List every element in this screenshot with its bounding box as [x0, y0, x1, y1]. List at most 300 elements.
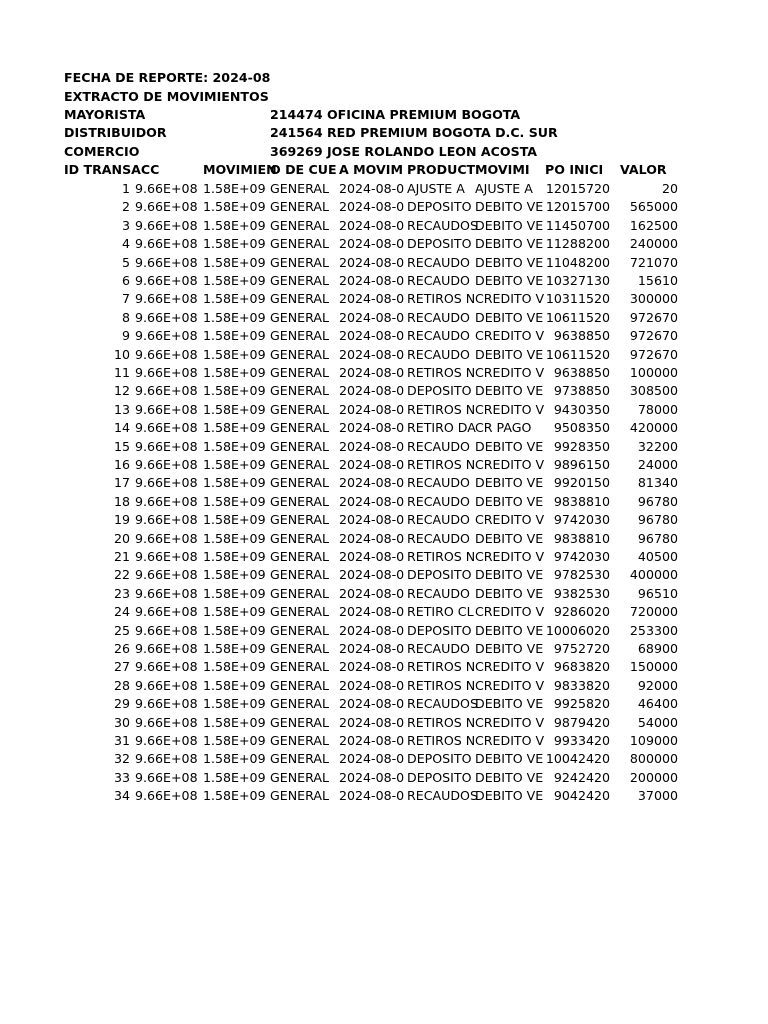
mayorista-label: MAYORISTA — [64, 107, 146, 122]
transaction-id-cell: 9.66E+08 — [135, 383, 198, 399]
value-cell: 200000 — [629, 769, 678, 785]
movement-id-cell: 1.58E+09 — [203, 530, 266, 546]
initial-balance-cell: 10006020 — [545, 622, 610, 638]
table-row — [0, 658, 768, 676]
row-number-cell: 27 — [113, 659, 130, 675]
row-number-cell: 16 — [113, 457, 130, 472]
product-cell: RETIROS N — [407, 733, 476, 748]
movement-type-cell: DEBITO VE — [475, 217, 544, 233]
row-number-cell: 9 — [121, 328, 130, 344]
initial-balance-cell: 9928350 — [553, 438, 610, 454]
movement-id-cell: 1.58E+09 — [203, 475, 266, 491]
value-cell: 400000 — [629, 567, 678, 583]
product-cell: RECAUDO — [407, 493, 470, 509]
account-type-cell: GENERAL — [270, 567, 329, 583]
transaction-id-cell: 9.66E+08 — [135, 217, 198, 233]
movement-type-cell: CREDITO V — [475, 549, 545, 564]
movement-type-cell: CREDITO V — [475, 457, 545, 472]
row-number-cell: 32 — [113, 751, 130, 767]
row-number-cell: 20 — [113, 530, 130, 546]
initial-balance-cell: 9933420 — [553, 733, 610, 748]
value-cell: 972670 — [629, 309, 678, 325]
movement-date-cell: 2024-08-0 — [339, 567, 405, 583]
report-date-row — [0, 69, 768, 87]
movement-id-cell: 1.58E+09 — [203, 751, 266, 767]
transaction-id-cell: 9.66E+08 — [135, 291, 198, 307]
account-type-cell: GENERAL — [270, 383, 329, 399]
row-number-cell: 21 — [113, 549, 130, 564]
movement-id-cell: 1.58E+09 — [203, 677, 266, 693]
movement-id-cell: 1.58E+09 — [203, 769, 266, 785]
initial-balance-cell: 11048200 — [545, 254, 610, 270]
movement-date-cell: 2024-08-0 — [339, 659, 405, 675]
movement-type-cell: DEBITO VE — [475, 696, 544, 712]
mayorista-value: 214474 OFICINA PREMIUM BOGOTA — [270, 107, 521, 122]
movement-id-cell: 1.58E+09 — [203, 401, 266, 417]
transaction-id-cell: 9.66E+08 — [135, 622, 198, 638]
movement-id-cell: 1.58E+09 — [203, 346, 266, 362]
value-cell: 46400 — [637, 696, 678, 712]
account-type-cell: GENERAL — [270, 493, 329, 509]
account-type-cell: GENERAL — [270, 457, 329, 472]
movement-id-cell: 1.58E+09 — [203, 733, 266, 748]
initial-balance-cell: 11288200 — [545, 236, 610, 252]
movement-date-cell: 2024-08-0 — [339, 475, 405, 491]
product-cell: RECAUDO — [407, 328, 470, 344]
movement-id-cell: 1.58E+09 — [203, 696, 266, 712]
transaction-id-cell: 9.66E+08 — [135, 696, 198, 712]
movement-date-cell: 2024-08-0 — [339, 254, 405, 270]
movement-date-cell: 2024-08-0 — [339, 457, 405, 472]
row-number-cell: 2 — [121, 199, 130, 215]
initial-balance-cell: 10327130 — [545, 273, 610, 288]
product-cell: RECAUDOS — [407, 696, 478, 712]
movement-type-cell: CR PAGO — [475, 420, 532, 436]
account-type-cell: GENERAL — [270, 659, 329, 675]
movement-type-cell: DEBITO VE — [475, 788, 544, 804]
table-row — [0, 198, 768, 216]
table-row — [0, 474, 768, 492]
value-cell: 81340 — [637, 475, 678, 491]
movement-id-cell: 1.58E+09 — [203, 273, 266, 288]
table-row — [0, 530, 768, 548]
product-cell: DEPOSITO — [407, 769, 472, 785]
product-cell: RECAUDOS — [407, 217, 478, 233]
account-type-cell: GENERAL — [270, 328, 329, 344]
statement-title: EXTRACTO DE MOVIMIENTOS — [64, 89, 269, 104]
row-number-cell: 18 — [113, 493, 130, 509]
transaction-id-cell: 9.66E+08 — [135, 438, 198, 454]
initial-balance-cell: 9838810 — [553, 493, 610, 509]
row-number-cell: 26 — [113, 641, 130, 656]
row-number-cell: 7 — [121, 291, 130, 307]
movement-date-cell: 2024-08-0 — [339, 328, 405, 344]
row-number-cell: 19 — [113, 512, 130, 528]
account-type-cell: GENERAL — [270, 236, 329, 252]
movement-id-cell: 1.58E+09 — [203, 493, 266, 509]
movement-id-cell: 1.58E+09 — [203, 236, 266, 252]
distribuidor-row — [0, 124, 768, 142]
transaction-id-cell: 9.66E+08 — [135, 236, 198, 252]
value-cell: 300000 — [629, 291, 678, 307]
movement-date-cell: 2024-08-0 — [339, 549, 405, 564]
value-cell: 972670 — [629, 328, 678, 344]
value-cell: 20 — [661, 181, 678, 196]
product-cell: AJUSTE A — [407, 181, 465, 196]
initial-balance-cell: 9242420 — [553, 769, 610, 785]
movement-type-cell: DEBITO VE — [475, 199, 544, 215]
table-row — [0, 327, 768, 345]
movement-id-cell: 1.58E+09 — [203, 328, 266, 344]
movement-id-cell: 1.58E+09 — [203, 567, 266, 583]
initial-balance-cell: 9738850 — [553, 383, 610, 399]
account-type-cell: GENERAL — [270, 641, 329, 656]
account-type-cell: GENERAL — [270, 530, 329, 546]
movement-date-cell: 2024-08-0 — [339, 273, 405, 288]
movement-type-cell: DEBITO VE — [475, 585, 544, 601]
row-number-cell: 11 — [113, 365, 130, 380]
value-cell: 37000 — [637, 788, 678, 804]
movement-type-cell: DEBITO VE — [475, 236, 544, 252]
movement-type-cell: DEBITO VE — [475, 475, 544, 491]
movement-id-cell: 1.58E+09 — [203, 512, 266, 528]
row-number-cell: 28 — [113, 677, 130, 693]
value-cell: 15610 — [637, 273, 678, 288]
value-cell: 96510 — [637, 585, 678, 601]
movement-date-cell: 2024-08-0 — [339, 751, 405, 767]
table-row — [0, 750, 768, 768]
account-type-cell: GENERAL — [270, 604, 329, 620]
row-number-cell: 5 — [121, 254, 130, 270]
row-number-cell: 17 — [113, 475, 130, 491]
movement-date-cell: 2024-08-0 — [339, 199, 405, 215]
initial-balance-cell: 9286020 — [553, 604, 610, 620]
initial-balance-cell: 10611520 — [545, 309, 610, 325]
movement-date-cell: 2024-08-0 — [339, 383, 405, 399]
report-date-label: FECHA DE REPORTE: 2024-08 — [64, 70, 271, 85]
initial-balance-cell: 9638850 — [553, 328, 610, 344]
mayorista-row — [0, 106, 768, 124]
table-row — [0, 622, 768, 640]
transaction-id-cell: 9.66E+08 — [135, 328, 198, 344]
transaction-id-cell: 9.66E+08 — [135, 309, 198, 325]
movement-id-cell: 1.58E+09 — [203, 217, 266, 233]
movement-date-cell: 2024-08-0 — [339, 438, 405, 454]
product-cell: RECAUDO — [407, 346, 470, 362]
value-cell: 972670 — [629, 346, 678, 362]
transaction-id-cell: 9.66E+08 — [135, 751, 198, 767]
table-row — [0, 346, 768, 364]
statement-title-row — [0, 88, 768, 106]
row-number-cell: 3 — [121, 217, 130, 233]
column-header-id-transaccion: ID TRANSACC — [64, 162, 160, 177]
row-number-cell: 10 — [113, 346, 130, 362]
account-type-cell: GENERAL — [270, 677, 329, 693]
table-row — [0, 309, 768, 327]
account-type-cell: GENERAL — [270, 751, 329, 767]
table-row — [0, 585, 768, 603]
table-row — [0, 787, 768, 805]
value-cell: 24000 — [637, 457, 678, 472]
product-cell: RECAUDO — [407, 309, 470, 325]
row-number-cell: 15 — [113, 438, 130, 454]
value-cell: 100000 — [629, 365, 678, 380]
account-type-cell: GENERAL — [270, 769, 329, 785]
table-row — [0, 290, 768, 308]
account-type-cell: GENERAL — [270, 401, 329, 417]
transaction-id-cell: 9.66E+08 — [135, 365, 198, 380]
account-type-cell: GENERAL — [270, 291, 329, 307]
product-cell: DEPOSITO — [407, 567, 472, 583]
product-cell: RETIROS N — [407, 714, 476, 730]
transaction-id-cell: 9.66E+08 — [135, 493, 198, 509]
table-row — [0, 695, 768, 713]
movement-type-cell: CREDITO V — [475, 714, 545, 730]
movement-id-cell: 1.58E+09 — [203, 622, 266, 638]
movement-type-cell: AJUSTE A — [475, 181, 533, 196]
table-row — [0, 566, 768, 584]
table-row — [0, 548, 768, 566]
product-cell: RETIROS N — [407, 677, 476, 693]
movement-type-cell: CREDITO V — [475, 365, 545, 380]
product-cell: RETIROS N — [407, 401, 476, 417]
account-type-cell: GENERAL — [270, 788, 329, 804]
transaction-id-cell: 9.66E+08 — [135, 199, 198, 215]
value-cell: 253300 — [629, 622, 678, 638]
movement-type-cell: DEBITO VE — [475, 641, 544, 656]
transaction-id-cell: 9.66E+08 — [135, 346, 198, 362]
initial-balance-cell: 9508350 — [553, 420, 610, 436]
product-cell: RECAUDO — [407, 273, 470, 288]
account-type-cell: GENERAL — [270, 512, 329, 528]
product-cell: DEPOSITO — [407, 622, 472, 638]
transaction-id-cell: 9.66E+08 — [135, 420, 198, 436]
value-cell: 420000 — [629, 420, 678, 436]
movement-type-cell: DEBITO VE — [475, 309, 544, 325]
movement-id-cell: 1.58E+09 — [203, 659, 266, 675]
product-cell: RECAUDOS — [407, 788, 478, 804]
table-row — [0, 456, 768, 474]
row-number-cell: 24 — [113, 604, 130, 620]
movement-id-cell: 1.58E+09 — [203, 457, 266, 472]
initial-balance-cell: 9896150 — [553, 457, 610, 472]
account-type-cell: GENERAL — [270, 346, 329, 362]
table-row — [0, 180, 768, 198]
account-type-cell: GENERAL — [270, 420, 329, 436]
movement-type-cell: CREDITO V — [475, 677, 545, 693]
row-number-cell: 31 — [113, 733, 130, 748]
movement-id-cell: 1.58E+09 — [203, 585, 266, 601]
initial-balance-cell: 12015700 — [545, 199, 610, 215]
table-header — [0, 161, 768, 179]
account-type-cell: GENERAL — [270, 622, 329, 638]
movement-date-cell: 2024-08-0 — [339, 217, 405, 233]
product-cell: RECAUDO — [407, 438, 470, 454]
movement-date-cell: 2024-08-0 — [339, 677, 405, 693]
table-row — [0, 364, 768, 382]
column-header-tipo-movimiento: MOVIMI — [475, 162, 530, 177]
table-row — [0, 714, 768, 732]
transaction-id-cell: 9.66E+08 — [135, 714, 198, 730]
movement-type-cell: DEBITO VE — [475, 383, 544, 399]
account-type-cell: GENERAL — [270, 181, 329, 196]
movement-id-cell: 1.58E+09 — [203, 383, 266, 399]
initial-balance-cell: 9742030 — [553, 512, 610, 528]
movement-date-cell: 2024-08-0 — [339, 420, 405, 436]
comercio-row — [0, 143, 768, 161]
transaction-id-cell: 9.66E+08 — [135, 457, 198, 472]
value-cell: 40500 — [637, 549, 678, 564]
movement-type-cell: DEBITO VE — [475, 530, 544, 546]
table-row — [0, 493, 768, 511]
value-cell: 150000 — [629, 659, 678, 675]
value-cell: 78000 — [637, 401, 678, 417]
movement-date-cell: 2024-08-0 — [339, 365, 405, 380]
table-row — [0, 769, 768, 787]
distribuidor-label: DISTRIBUIDOR — [64, 125, 167, 140]
movement-date-cell: 2024-08-0 — [339, 585, 405, 601]
column-header-movimiento: MOVIMIEN — [203, 162, 277, 177]
row-number-cell: 6 — [121, 273, 130, 288]
table-row — [0, 382, 768, 400]
row-number-cell: 12 — [113, 383, 130, 399]
transaction-id-cell: 9.66E+08 — [135, 769, 198, 785]
movement-type-cell: CREDITO V — [475, 401, 545, 417]
movement-date-cell: 2024-08-0 — [339, 236, 405, 252]
table-row — [0, 217, 768, 235]
value-cell: 96780 — [637, 493, 678, 509]
transaction-id-cell: 9.66E+08 — [135, 530, 198, 546]
product-cell: DEPOSITO — [407, 199, 472, 215]
column-header-fecha-movimiento: A MOVIM — [339, 162, 403, 177]
account-type-cell: GENERAL — [270, 217, 329, 233]
movement-date-cell: 2024-08-0 — [339, 788, 405, 804]
table-row — [0, 677, 768, 695]
account-type-cell: GENERAL — [270, 475, 329, 491]
movement-type-cell: DEBITO VE — [475, 567, 544, 583]
account-type-cell: GENERAL — [270, 549, 329, 564]
movement-date-cell: 2024-08-0 — [339, 512, 405, 528]
product-cell: RECAUDO — [407, 475, 470, 491]
account-type-cell: GENERAL — [270, 438, 329, 454]
movement-date-cell: 2024-08-0 — [339, 641, 405, 656]
transaction-id-cell: 9.66E+08 — [135, 512, 198, 528]
row-number-cell: 22 — [113, 567, 130, 583]
account-type-cell: GENERAL — [270, 309, 329, 325]
distribuidor-value: 241564 RED PREMIUM BOGOTA D.C. SUR — [270, 125, 558, 140]
account-type-cell: GENERAL — [270, 365, 329, 380]
movement-date-cell: 2024-08-0 — [339, 714, 405, 730]
transaction-id-cell: 9.66E+08 — [135, 641, 198, 656]
initial-balance-cell: 10042420 — [545, 751, 610, 767]
table-row — [0, 235, 768, 253]
transaction-id-cell: 9.66E+08 — [135, 475, 198, 491]
movement-id-cell: 1.58E+09 — [203, 291, 266, 307]
product-cell: DEPOSITO — [407, 751, 472, 767]
movement-id-cell: 1.58E+09 — [203, 199, 266, 215]
comercio-label: COMERCIO — [64, 144, 140, 159]
movement-date-cell: 2024-08-0 — [339, 401, 405, 417]
initial-balance-cell: 10311520 — [545, 291, 610, 307]
transaction-id-cell: 9.66E+08 — [135, 567, 198, 583]
transaction-id-cell: 9.66E+08 — [135, 733, 198, 748]
movement-type-cell: CREDITO V — [475, 512, 545, 528]
movement-type-cell: DEBITO VE — [475, 751, 544, 767]
product-cell: DEPOSITO — [407, 383, 472, 399]
product-cell: RETIRO CL — [407, 604, 474, 620]
value-cell: 721070 — [629, 254, 678, 270]
movement-type-cell: DEBITO VE — [475, 254, 544, 270]
value-cell: 565000 — [629, 199, 678, 215]
transaction-id-cell: 9.66E+08 — [135, 549, 198, 564]
product-cell: RECAUDO — [407, 254, 470, 270]
account-type-cell: GENERAL — [270, 199, 329, 215]
movement-date-cell: 2024-08-0 — [339, 181, 405, 196]
value-cell: 240000 — [629, 236, 678, 252]
movement-date-cell: 2024-08-0 — [339, 493, 405, 509]
movement-date-cell: 2024-08-0 — [339, 696, 405, 712]
initial-balance-cell: 9879420 — [553, 714, 610, 730]
initial-balance-cell: 9833820 — [553, 677, 610, 693]
row-number-cell: 34 — [113, 788, 130, 804]
transaction-id-cell: 9.66E+08 — [135, 401, 198, 417]
table-row — [0, 640, 768, 658]
table-row — [0, 401, 768, 419]
movement-id-cell: 1.58E+09 — [203, 309, 266, 325]
movement-id-cell: 1.58E+09 — [203, 714, 266, 730]
movement-date-cell: 2024-08-0 — [339, 346, 405, 362]
transaction-id-cell: 9.66E+08 — [135, 181, 198, 196]
value-cell: 96780 — [637, 530, 678, 546]
product-cell: RECAUDO — [407, 530, 470, 546]
initial-balance-cell: 9925820 — [553, 696, 610, 712]
value-cell: 92000 — [637, 677, 678, 693]
product-cell: DEPOSITO — [407, 236, 472, 252]
value-cell: 96780 — [637, 512, 678, 528]
value-cell: 308500 — [629, 383, 678, 399]
value-cell: 109000 — [629, 733, 678, 748]
movement-type-cell: DEBITO VE — [475, 622, 544, 638]
movement-type-cell: DEBITO VE — [475, 273, 544, 288]
table-row — [0, 254, 768, 272]
row-number-cell: 1 — [121, 181, 130, 196]
movement-id-cell: 1.58E+09 — [203, 438, 266, 454]
transaction-id-cell: 9.66E+08 — [135, 677, 198, 693]
initial-balance-cell: 9920150 — [553, 475, 610, 491]
product-cell: RECAUDO — [407, 641, 470, 656]
movement-type-cell: CREDITO V — [475, 291, 545, 307]
movement-type-cell: DEBITO VE — [475, 769, 544, 785]
column-header-saldo-inicial: PO INICI — [545, 162, 604, 177]
movement-id-cell: 1.58E+09 — [203, 549, 266, 564]
movement-type-cell: CREDITO V — [475, 659, 545, 675]
account-type-cell: GENERAL — [270, 585, 329, 601]
transaction-id-cell: 9.66E+08 — [135, 604, 198, 620]
initial-balance-cell: 11450700 — [545, 217, 610, 233]
column-header-producto: PRODUCT — [407, 162, 476, 177]
transaction-id-cell: 9.66E+08 — [135, 659, 198, 675]
value-cell: 162500 — [629, 217, 678, 233]
initial-balance-cell: 9742030 — [553, 549, 610, 564]
movement-date-cell: 2024-08-0 — [339, 291, 405, 307]
row-number-cell: 23 — [113, 585, 130, 601]
movement-date-cell: 2024-08-0 — [339, 530, 405, 546]
movement-date-cell: 2024-08-0 — [339, 604, 405, 620]
value-cell: 32200 — [637, 438, 678, 454]
product-cell: RETIRO DA — [407, 420, 476, 436]
movement-id-cell: 1.58E+09 — [203, 254, 266, 270]
product-cell: RECAUDO — [407, 512, 470, 528]
